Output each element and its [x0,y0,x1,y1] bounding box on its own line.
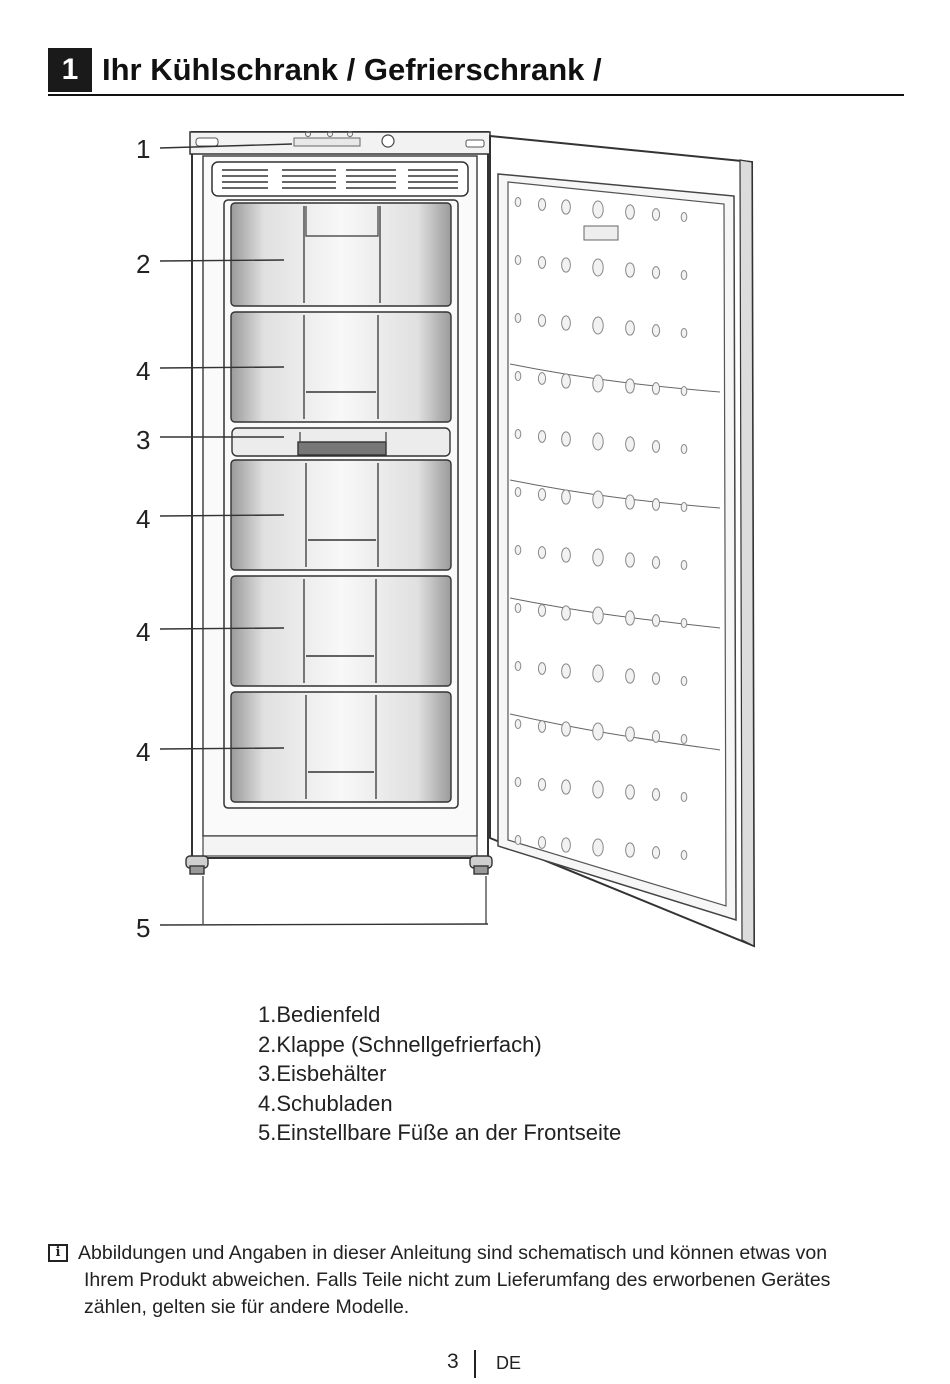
legend-item: 3.Eisbehälter [258,1061,387,1086]
door-dimple [515,255,521,264]
language-code: DE [496,1353,522,1373]
door-dimple [515,719,521,728]
info-note [48,1240,908,1321]
open-door [490,136,754,946]
door-dimple [681,328,687,337]
door-dimple [562,780,571,794]
callout-4a: 4 [136,356,151,386]
legend-item: 1.Bedienfeld [258,1002,381,1027]
door-dimple [538,257,545,269]
door-dimple [593,723,603,740]
drawer [231,692,451,802]
door-dimple [538,837,545,849]
door-dimple [652,209,659,221]
door-dimple [593,201,603,218]
door-dimple [538,199,545,211]
door-dimple [538,373,545,385]
door-dimple [681,502,687,511]
door-dimple [652,383,659,395]
door-dimple [593,433,603,450]
door-dimple [562,316,571,330]
vent-grille [212,162,468,196]
door-dimple [538,605,545,617]
door-dimple [538,315,545,327]
door-dimple [538,779,545,791]
door-dimple [652,557,659,569]
door-dimple [681,560,687,569]
drawer [231,576,451,686]
door-dimple [562,490,571,504]
drawer-flap [231,203,451,306]
door-dimple [652,499,659,511]
door-dimple [593,375,603,392]
door-dimple [515,545,521,554]
door-dimple [562,838,571,852]
door-dimple [652,325,659,337]
ice-tray [232,428,450,456]
callout-5: 5 [136,913,151,943]
page-footer [0,1350,950,1380]
door-dimple [593,549,603,566]
door-dimple [652,267,659,279]
door-dimple [593,665,603,682]
door-dimple [593,781,603,798]
door-dimple [626,495,635,509]
door-dimple [538,431,545,443]
door-dimple [681,618,687,627]
note-line: zählen, gelten sie für andere Modelle. [84,1296,410,1318]
callout-3: 3 [136,425,151,455]
parts-legend [258,1000,621,1148]
door-dimple [681,734,687,743]
door-dimple [562,374,571,388]
door-dimple [681,444,687,453]
door-dimple [562,200,571,214]
door-dimple [652,789,659,801]
door-dimple [626,669,635,683]
freezer-illustration [0,110,950,990]
door-dimple [626,843,635,857]
door-dimple [652,615,659,627]
door-dimple [515,777,521,786]
callout-4b: 4 [136,504,151,534]
callout-4d: 4 [136,737,151,767]
door-dimple [538,547,545,559]
door-dimple [593,607,603,624]
door-dimple [515,197,521,206]
door-dimple [681,386,687,395]
door-dimple [626,727,635,741]
door-dimple [562,664,571,678]
door-dimple [681,676,687,685]
section-number: 1 [48,48,92,92]
door-dimple [562,548,571,562]
door-dimple [626,553,635,567]
door-dimple [515,835,521,844]
door-dimple [626,785,635,799]
door-dimple [562,432,571,446]
door-dimple [562,258,571,272]
door-dimple [681,212,687,221]
door-dimple [593,259,603,276]
door-dimple [681,792,687,801]
door-dimple [681,850,687,859]
door-dimple [626,321,635,335]
door-dimple [515,371,521,380]
callout-4c: 4 [136,617,151,647]
door-dimple [593,491,603,508]
door-dimple [652,731,659,743]
door-dimple [538,489,545,501]
door-dimple [515,661,521,670]
door-dimple [652,673,659,685]
door-dimple [515,313,521,322]
legend-item: 5.Einstellbare Füße an der Frontseite [258,1120,622,1145]
note-line: Ihrem Produkt abweichen. Falls Teile nicht zum Lieferumfang des erworbenen Gerätes [84,1269,831,1291]
door-dimple [626,437,635,451]
legend-item: 4.Schubladen [258,1090,393,1116]
door-dimple [652,441,659,453]
door-dimple [515,429,521,438]
legend-item: 2.Klappe (Schnellgefrierfach) [258,1031,542,1057]
page-number: 3 [447,1350,459,1373]
door-dimple [515,487,521,496]
door-dimple [538,663,545,675]
door-dimple [626,379,635,393]
footer-divider [474,1350,476,1378]
note-line: Abbildungen und Angaben in dieser Anleitung sind schematisch und können etwas von [78,1242,828,1264]
door-dimple [562,606,571,620]
door-dimple [538,721,545,733]
door-dimple [626,611,635,625]
callout-1: 1 [136,134,151,164]
door-dimple [626,205,635,219]
door-dimple [593,317,603,334]
door-dimple [562,722,571,736]
section-header [48,48,904,96]
door-dimple [652,847,659,859]
door-dimple [515,603,521,612]
door-dimple [626,263,635,277]
callout-2: 2 [136,249,151,279]
section-title: Ihr Kühlschrank / Gefrierschrank / [102,52,602,87]
info-icon: i [48,1244,68,1262]
door-dimple [593,839,603,856]
door-dimple [681,270,687,279]
